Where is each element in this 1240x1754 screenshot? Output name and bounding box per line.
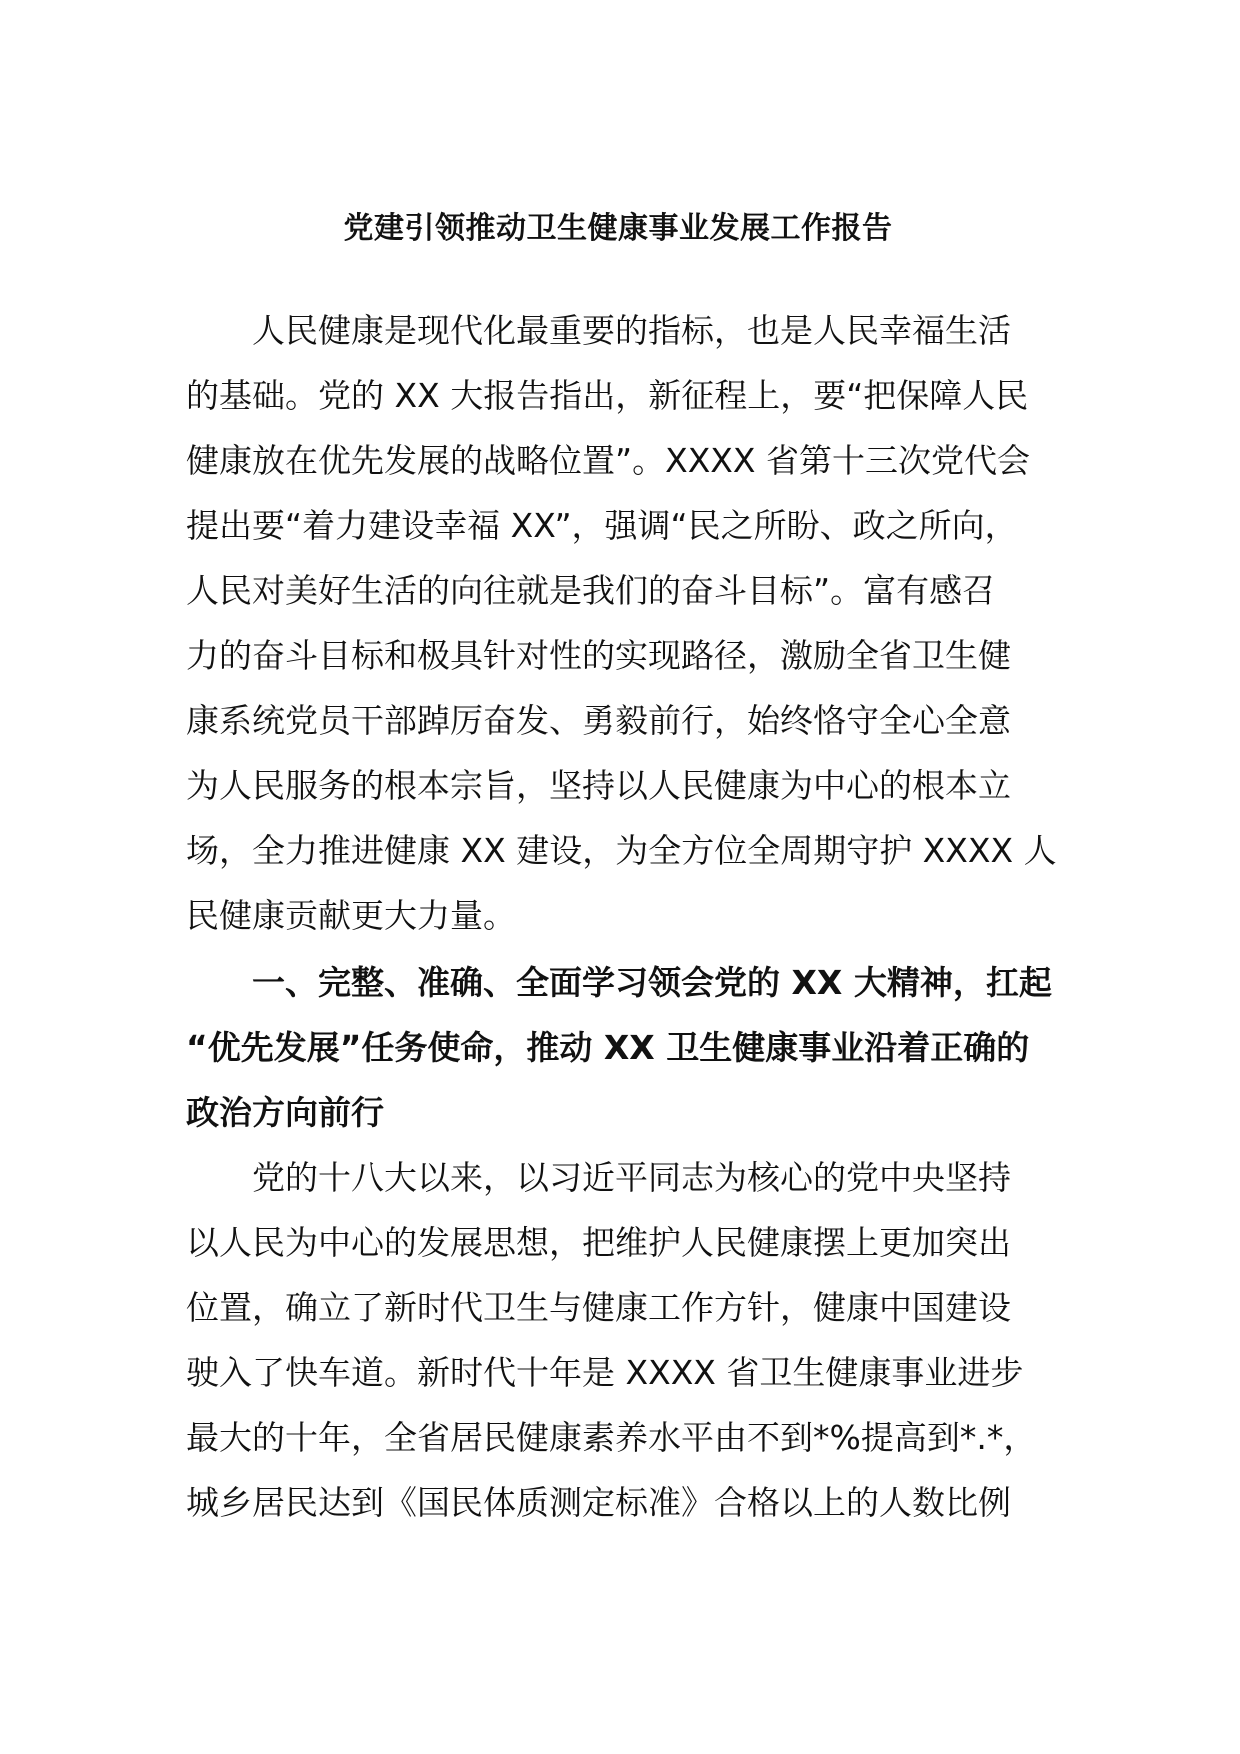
section-heading-1 <box>186 950 1050 1145</box>
paragraph-line: 场，全力推进健康 XX 建设，为全方位全周期守护 XXXX 人 <box>186 831 1057 870</box>
paragraph-line: 提出要“着力建设幸福 XX”，强调“民之所盼、政之所向， <box>186 506 1018 545</box>
paragraph-line: 位置，确立了新时代卫生与健康工作方针，健康中国建设 <box>186 1288 1011 1327</box>
paragraph-line: 以人民为中心的发展思想，把维护人民健康摆上更加突出 <box>186 1223 1011 1262</box>
paragraph-line: 党的十八大以来，以习近平同志为核心的党中央坚持 <box>252 1158 1011 1197</box>
document-title: 党建引领推动卫生健康事业发展工作报告 <box>343 211 893 246</box>
paragraph-line: 康系统党员干部踔厉奋发、勇毅前行，始终恪守全心全意 <box>186 701 1011 740</box>
paragraph-line: 驶入了快车道。新时代十年是 XXXX 省卫生健康事业进步 <box>186 1353 1024 1392</box>
paragraph-line: 的基础。党的 XX 大报告指出，新征程上，要“把保障人民 <box>186 376 1029 415</box>
heading-line: “优先发展”任务使命，推动 XX 卫生健康事业沿着正确的 <box>186 1028 1030 1067</box>
paragraph-line: 最大的十年，全省居民健康素养水平由不到*%提高到*.*， <box>186 1418 1037 1457</box>
paragraph-line: 城乡居民达到《国民体质测定标准》合格以上的人数比例 <box>186 1483 1011 1522</box>
paragraph-line: 民健康贡献更大力量。 <box>186 896 516 935</box>
paragraph-line: 人民对美好生活的向往就是我们的奋斗目标”。富有感召 <box>186 571 996 610</box>
paragraph-line: 人民健康是现代化最重要的指标，也是人民幸福生活 <box>252 311 1011 350</box>
body-paragraph-1 <box>186 298 1057 948</box>
paragraph-line: 为人民服务的根本宗旨，坚持以人民健康为中心的根本立 <box>186 766 1011 805</box>
paragraph-line: 力的奋斗目标和极具针对性的实现路径，激励全省卫生健 <box>186 636 1011 675</box>
heading-line: 政治方向前行 <box>186 1093 384 1132</box>
paragraph-line: 健康放在优先发展的战略位置”。XXXX 省第十三次党代会 <box>186 441 1031 480</box>
heading-line: 一、完整、准确、全面学习领会党的 XX 大精神，扛起 <box>252 963 1052 1002</box>
body-paragraph-2 <box>186 1145 1050 1535</box>
